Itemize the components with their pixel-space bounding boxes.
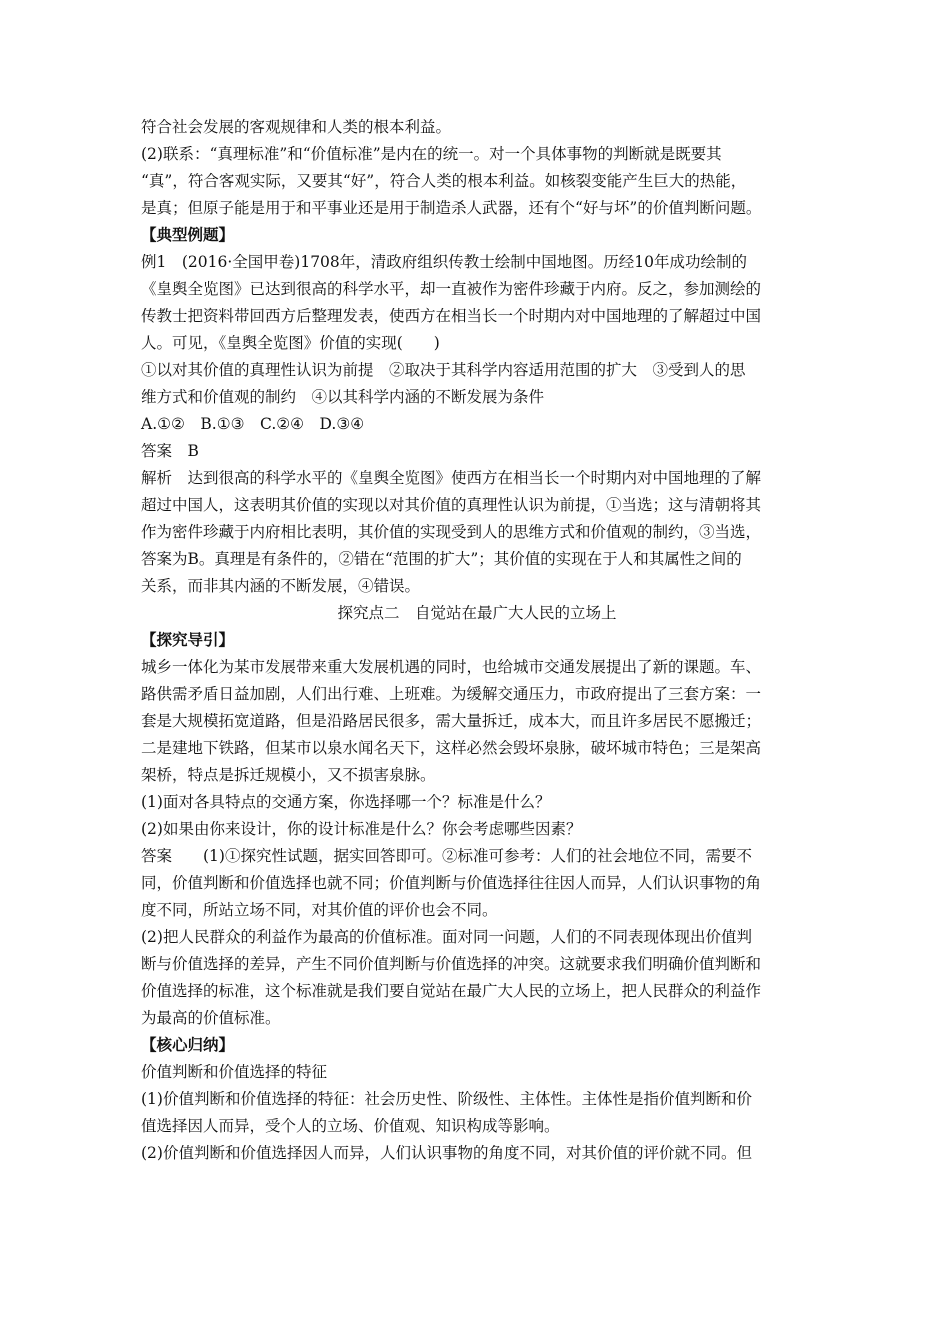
section-heading-inquiry-guide: 【探究导引】 xyxy=(141,631,235,649)
text-line: (2)联系：“真理标准”和“价值标准”是内在的统一。对一个具体事物的判断就是既要其 xyxy=(141,145,722,163)
text-line: 传教士把资料带回西方后整理发表，使西方在相当长一个时期内对中国地理的了解超过中国 xyxy=(141,307,762,325)
text-line: 例1 (2016·全国甲卷)1708年，清政府组织传教士绘制中国地图。历经10年成功绘制的 xyxy=(141,253,748,271)
answer-line: 为最高的价值标准。 xyxy=(141,1009,281,1027)
section-heading-typical-examples: 【典型例题】 xyxy=(141,226,235,244)
text-line: 套是大规模拓宽道路，但是沿路居民很多，需大量拆迁，成本大，而且许多居民不愿搬迁； xyxy=(141,712,762,730)
answer-line: 价值选择的标准，这个标准就是我们要自觉站在最广大人民的立场上，把人民群众的利益作 xyxy=(141,982,762,1000)
option-line: ①以对其价值的真理性认识为前提 ②取决于其科学内容适用范围的扩大 ③受到人的思 xyxy=(141,361,746,379)
text-line: (2)价值判断和价值选择因人而异，人们认识事物的角度不同，对其价值的评价就不同。但 xyxy=(141,1144,752,1162)
text-line: 值选择因人而异，受个人的立场、价值观、知识构成等影响。 xyxy=(141,1117,560,1135)
document-page xyxy=(141,114,813,1167)
answer-line: 答案 (1)①探究性试题，据实回答即可。②标准可参考：人们的社会地位不同，需要不 xyxy=(141,847,752,865)
question-line: (1)面对各具特点的交通方案，你选择哪一个？标准是什么？ xyxy=(141,793,551,811)
answer-line: 断与价值选择的差异，产生不同价值判断与价值选择的冲突。这就要求我们明确价值判断和 xyxy=(141,955,762,973)
analysis-line: 关系，而非其内涵的不断发展，④错误。 xyxy=(141,577,421,595)
answer-line: 答案 B xyxy=(141,442,199,460)
choices-line: A.①② B.①③ C.②④ D.③④ xyxy=(141,415,365,433)
analysis-line: 超过中国人，这表明其价值的实现以对其价值的真理性认识为前提，①当选；这与清朝将其 xyxy=(141,496,762,514)
text-line: 路供需矛盾日益加剧，人们出行难、上班难。为缓解交通压力，市政府提出了三套方案：一 xyxy=(141,685,762,703)
analysis-line: 作为密件珍藏于内府相比表明，其价值的实现受到人的思维方式和价值观的制约，③当选， xyxy=(141,523,762,541)
text-line: 符合社会发展的客观规律和人类的根本利益。 xyxy=(141,118,452,136)
analysis-line: 答案为B。真理是有条件的，②错在“范围的扩大”；其价值的实现在于人和其属性之间的 xyxy=(141,550,742,568)
option-line: 维方式和价值观的制约 ④以其科学内涵的不断发展为条件 xyxy=(141,388,545,406)
text-line: 城乡一体化为某市发展带来重大发展机遇的同时，也给城市交通发展提出了新的课题。车、 xyxy=(141,658,762,676)
subheading-line: 价值判断和价值选择的特征 xyxy=(141,1063,328,1081)
text-line: 架桥，特点是拆迁规模小，又不损害泉脉。 xyxy=(141,766,436,784)
question-line: (2)如果由你来设计，你的设计标准是什么？你会考虑哪些因素？ xyxy=(141,820,582,838)
section-title: 探究点二 自觉站在最广大人民的立场上 xyxy=(337,604,617,622)
answer-line: 度不同，所站立场不同，对其价值的评价也会不同。 xyxy=(141,901,498,919)
text-line: 二是建地下铁路，但某市以泉水闻名天下，这样必然会毁坏泉脉，破坏城市特色；三是架高 xyxy=(141,739,762,757)
section-heading-core-summary: 【核心归纳】 xyxy=(141,1036,235,1054)
text-line: 是真；但原子能是用于和平事业还是用于制造杀人武器，还有个“好与坏”的价值判断问题。 xyxy=(141,199,762,217)
analysis-line: 解析 达到很高的科学水平的《皇舆全览图》使西方在相当长一个时期内对中国地理的了解 xyxy=(141,469,762,487)
text-line: 《皇舆全览图》已达到很高的科学水平，却一直被作为密件珍藏于内府。反之，参加测绘的 xyxy=(141,280,762,298)
text-line: 人。可见，《皇舆全览图》价值的实现( ) xyxy=(141,334,440,352)
text-line: “真”，符合客观实际，又要其“好”，符合人类的根本利益。如核裂变能产生巨大的热能， xyxy=(141,172,747,190)
answer-line: 同，价值判断和价值选择也就不同；价值判断与价值选择往往因人而异，人们认识事物的角 xyxy=(141,874,762,892)
answer-line: (2)把人民群众的利益作为最高的价值标准。面对同一问题，人们的不同表现体现出价值判 xyxy=(141,928,752,946)
text-line: (1)价值判断和价值选择的特征：社会历史性、阶级性、主体性。主体性是指价值判断和价 xyxy=(141,1090,752,1108)
